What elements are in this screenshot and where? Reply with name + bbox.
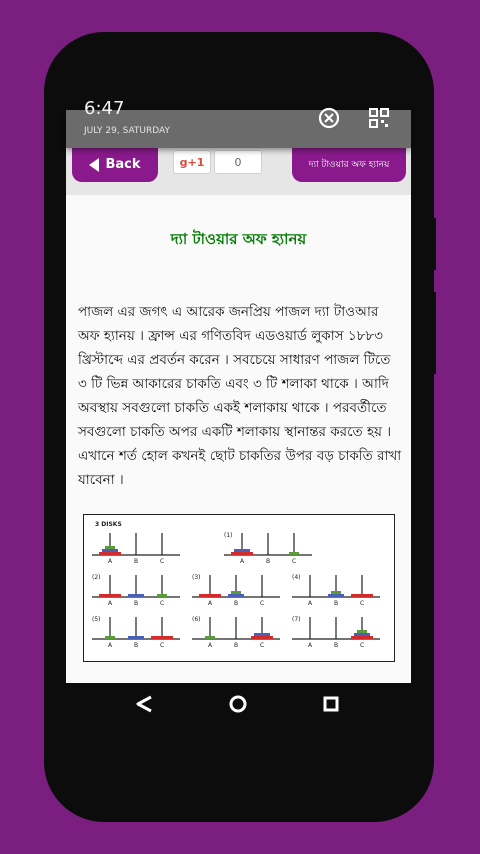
disk-small [157,594,167,597]
disk-medium [128,594,144,597]
article-heading: দ্যা টাওয়ার অফ হ্যানয় [170,230,307,248]
step-label: (5) [92,616,101,623]
disk-medium [102,549,118,552]
disk-medium [128,636,144,639]
qr-code-icon[interactable] [369,108,389,128]
app-screen [66,110,411,683]
recents-nav-icon[interactable] [325,698,337,710]
navigation-bar [0,683,480,723]
hanoi-panel [192,574,280,607]
status-date: JULY 29, SATURDAY [84,126,170,136]
disk-medium [328,594,344,597]
hanoi-panel [292,574,380,607]
notification-shade[interactable] [66,98,411,148]
disk-large [231,552,253,555]
hanoi-panels [92,532,380,649]
disk-large [99,594,121,597]
disk-small [357,630,367,633]
disk-medium [228,594,244,597]
peg-label: B [234,600,239,607]
peg-label: B [134,600,139,607]
hanoi-steps-svg [84,515,394,661]
disk-large [351,636,373,639]
step-label: (7) [292,616,301,623]
peg-label: A [308,642,313,649]
close-icon[interactable] [317,106,341,130]
hanoi-panel [92,574,180,607]
disk-large [351,594,373,597]
peg-label: C [160,600,165,607]
status-time: 6:47 [84,98,125,119]
step-label: (4) [292,574,301,581]
article-paragraph: পাজল এর জগৎ এ আরেক জনপ্রিয় পাজল দ্যা টাওআর অফ হ্যানয় । ফ্রান্স এর গণিতবিদ এডওয়ার্ড লুকাস ১৮৮৩ খ্রিস্টাব্দে এর প্রবর্তন করেন । সবচেয়ে সাধারণ পাজল টিতে ৩ টি ভিন্ন আকারের চাকতি এবং ৩ টি শলাকা থাকে । আদি অবস্থায় সবগুলো চাকতি একই শলাকায় থাকে । পরবর্তীতে সবগুলো চাকতি অপর একটি শলাকায় স্থানান্তর করতে হয় । এখানে শর্ত হোল কখনই ছোট চাকতির উপর বড় চাকতি রাখা যাবেনা । [78,304,402,488]
hanoi-panel [92,533,180,565]
step-label: (6) [192,616,201,623]
disk-large [99,552,121,555]
hanoi-panel [292,616,380,649]
back-nav-icon[interactable] [138,697,151,711]
disk-large [151,636,173,639]
hanoi-panel [224,532,312,565]
disk-large [199,594,221,597]
peg-label: C [260,642,265,649]
hanoi-panel [92,616,180,649]
tower-of-hanoi-diagram [83,514,395,662]
disk-small [205,636,215,639]
disk-small [231,591,241,594]
home-nav-icon[interactable] [231,697,245,711]
hanoi-panel [192,616,280,649]
back-arrow-icon [89,158,99,172]
disk-medium [254,633,270,636]
peg-label: B [266,558,271,565]
peg-label: A [208,642,213,649]
disk-medium [234,549,250,552]
google-plus-count: 0 [214,150,262,174]
disk-medium [354,633,370,636]
peg-label: A [108,558,113,565]
step-label: (3) [192,574,201,581]
peg-label: C [160,558,165,565]
peg-label: B [334,600,339,607]
disk-large [251,636,273,639]
peg-label: A [308,600,313,607]
peg-label: B [334,642,339,649]
step-label: (1) [224,532,233,539]
disk-small [331,591,341,594]
peg-label: C [360,600,365,607]
disk-small [105,636,115,639]
peg-label: A [108,600,113,607]
peg-label: B [234,642,239,649]
peg-label: B [134,558,139,565]
page-title-pill: দ্যা টাওয়ার অফ হ্যানয় [292,147,406,182]
peg-label: B [134,642,139,649]
diagram-title: 3 DISKS [95,521,122,528]
peg-label: C [260,600,265,607]
disk-small [105,546,115,549]
google-plus-button[interactable]: g+1 [173,150,211,174]
peg-label: C [160,642,165,649]
volume-button [432,218,436,270]
peg-label: A [240,558,245,565]
peg-label: A [108,642,113,649]
peg-label: C [360,642,365,649]
disk-small [289,552,299,555]
power-button [432,292,436,374]
back-button[interactable] [72,147,158,182]
peg-label: A [208,600,213,607]
step-label: (2) [92,574,101,581]
back-button-label: Back [105,157,141,172]
peg-label: C [292,558,297,565]
